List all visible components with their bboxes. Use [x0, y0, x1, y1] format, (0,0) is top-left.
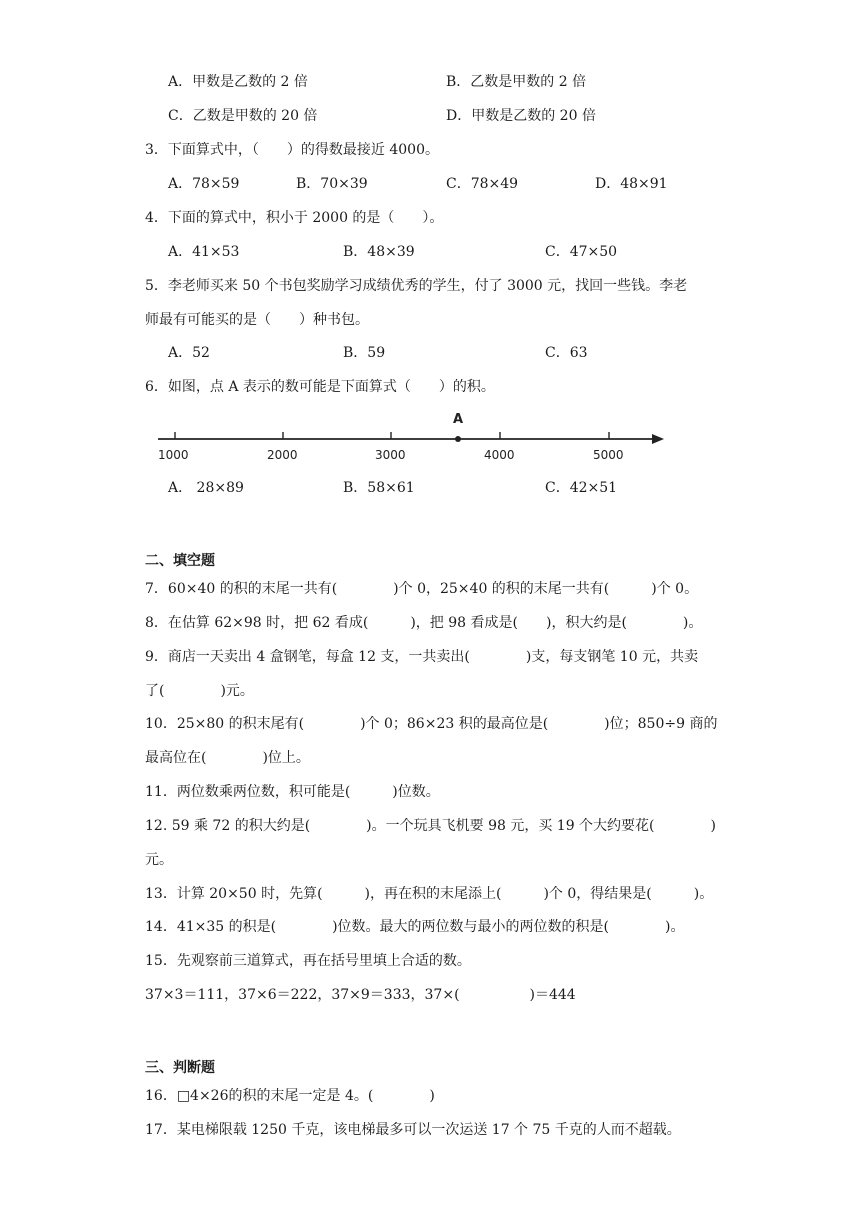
- q5-stem-line2: 师最有可能买的是（ ）种书包。: [145, 312, 369, 328]
- number-line-arrow: [652, 434, 664, 444]
- q3-stem: 3．下面算式中，（ ）的得数最接近 4000。: [145, 142, 439, 158]
- q3-option-c: C．78×49: [446, 176, 519, 192]
- q5-option-b: B．59: [343, 345, 386, 361]
- q2-option-d: D．甲数是乙数的 20 倍: [446, 108, 596, 124]
- q2-option-c: C．乙数是甲数的 20 倍: [168, 108, 318, 124]
- q8: 8．在估算 62×98 时，把 62 看成( )，把 98 看成是( )，积大约是( )。: [145, 615, 703, 631]
- q9-line1: 9．商店一天卖出 4 盒钢笔，每盒 12 支，一共卖出( )支，每支钢笔 10 元，共卖: [145, 649, 699, 665]
- q15-stem: 15．先观察前三道算式，再在括号里填上合适的数。: [145, 953, 471, 969]
- q11: 11．两位数乘两位数，积可能是( )位数。: [145, 784, 440, 800]
- q12-line2: 元。: [145, 852, 173, 868]
- tick-label-3000: 3000: [375, 448, 406, 462]
- q2-option-a: A．甲数是乙数的 2 倍: [168, 74, 308, 90]
- q10-line1: 10．25×80 的积末尾有( )个 0；86×23 积的最高位是( )位；850÷9 商的: [145, 716, 718, 732]
- q13: 13．计算 20×50 时，先算( )，再在积的末尾添上( )个 0，得结果是( )。: [145, 886, 714, 902]
- q4-option-b: B．48×39: [343, 244, 415, 260]
- tick-label-1000: 1000: [158, 448, 189, 462]
- q6-stem: 6．如图，点 A 表示的数可能是下面算式（ ）的积。: [145, 379, 495, 395]
- q5-option-a: A．52: [168, 345, 210, 361]
- tick-2000: [267, 432, 298, 462]
- tick-label-4000: 4000: [484, 448, 515, 462]
- q17: 17．某电梯限载 1250 千克，该电梯最多可以一次运送 17 个 75 千克的人而不超载。: [145, 1122, 681, 1138]
- section2-title: 二、填空题: [145, 553, 215, 569]
- q3-option-d: D．48×91: [595, 176, 668, 192]
- q4-option-c: C．47×50: [545, 244, 618, 260]
- q6-option-a: A． 28×89: [168, 480, 244, 496]
- q7: 7．60×40 的积的末尾一共有( )个 0，25×40 的积的末尾一共有( )个 0。: [145, 581, 699, 597]
- tick-3000: [375, 432, 406, 462]
- point-a: [455, 436, 461, 442]
- q5-stem-line1: 5．李老师买来 50 个书包奖励学习成绩优秀的学生，付了 3000 元，找回一些钱。李老: [145, 278, 688, 294]
- number-line: [150, 405, 680, 467]
- q4-stem: 4．下面的算式中，积小于 2000 的是（ ）。: [145, 210, 444, 226]
- q14: 14．41×35 的积是( )位数。最大的两位数与最小的两位数的积是( )。: [145, 919, 685, 935]
- tick-label-5000: 5000: [593, 448, 624, 462]
- section3-title: 三、判断题: [145, 1060, 215, 1076]
- q3-option-a: A．78×59: [168, 176, 240, 192]
- q15-equation: 37×3＝111，37×6＝222，37×9＝333，37×( )＝444: [145, 987, 576, 1003]
- point-a-label: A: [453, 412, 464, 427]
- q2-option-b: B．乙数是甲数的 2 倍: [446, 74, 587, 90]
- q3-option-b: B．70×39: [296, 176, 368, 192]
- q4-option-a: A．41×53: [168, 244, 240, 260]
- q9-line2: 了( )元。: [145, 683, 254, 699]
- q5-option-c: C．63: [545, 345, 588, 361]
- tick-1000: [158, 432, 189, 462]
- q16: 16．□4×26的积的末尾一定是 4。( ): [145, 1088, 435, 1104]
- q6-option-b: B．58×61: [343, 480, 415, 496]
- q12-line1: 12. 59 乘 72 的积大约是( )。一个玩具飞机要 98 元，买 19 个大约要花( ): [145, 818, 716, 834]
- tick-5000: [593, 432, 624, 462]
- q10-line2: 最高位在( )位上。: [145, 750, 310, 766]
- q6-option-c: C．42×51: [545, 480, 618, 496]
- tick-4000: [484, 432, 515, 462]
- tick-label-2000: 2000: [267, 448, 298, 462]
